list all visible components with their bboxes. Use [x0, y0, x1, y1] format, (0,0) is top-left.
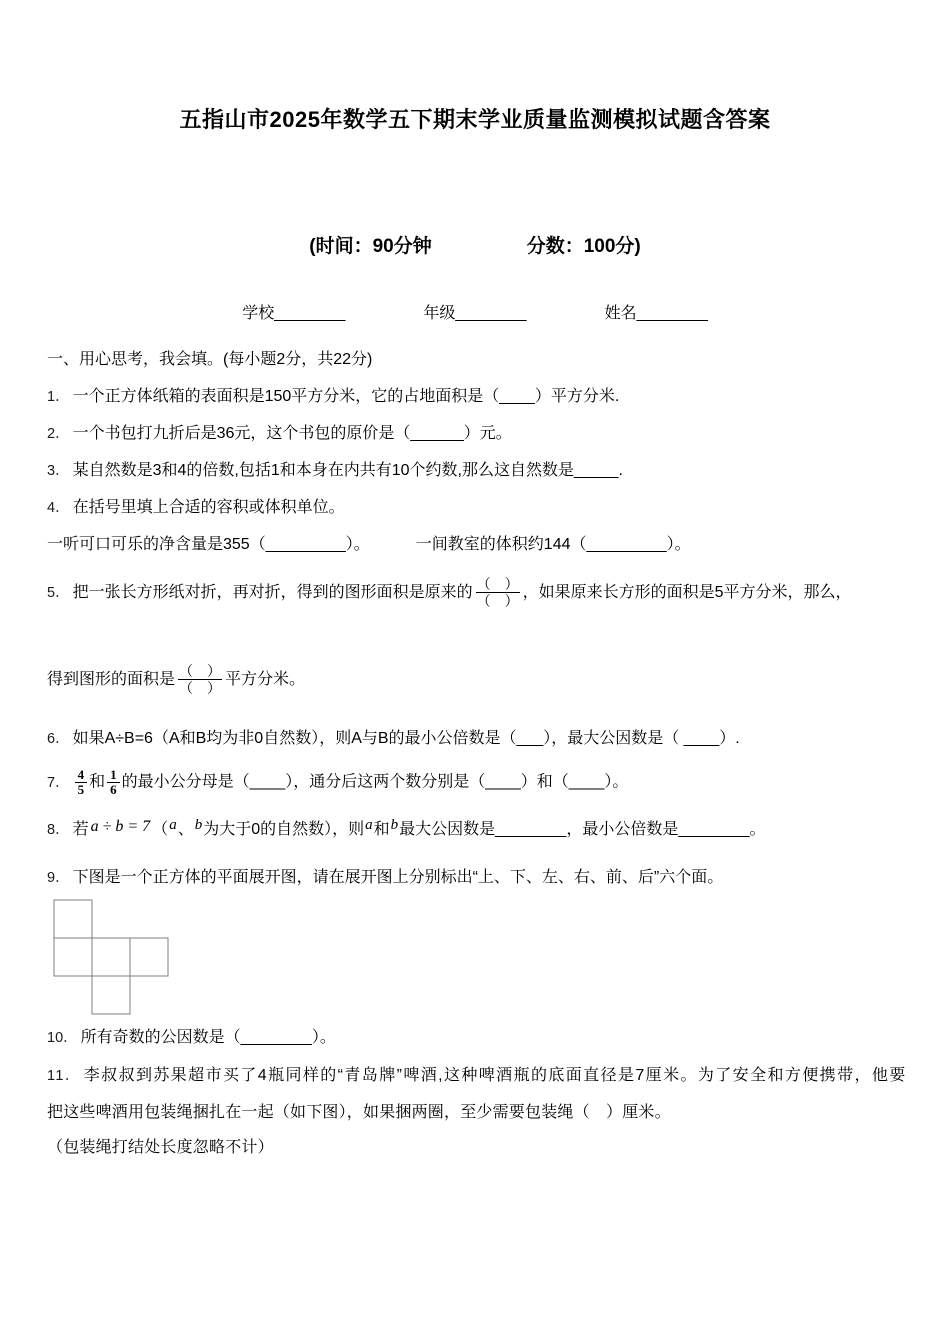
question-10-number: 10． — [47, 1029, 78, 1046]
question-5-line2 — [47, 663, 908, 696]
time-label: (时间：90分钟 — [309, 236, 432, 257]
fraction-denominator-blank: （ ） — [476, 593, 519, 610]
question-3-text: 某自然数是3和4的倍数,包括1和本身在内共有10个约数,那么这自然数是_____. — [72, 462, 623, 479]
fraction-four-fifths — [75, 768, 88, 796]
question-11-line2-text: 把这些啤酒用包装绳捆扎在一起（如下图），如果捆两圈，至少需要包装绳（ ）厘米。 — [47, 1103, 671, 1121]
fraction-denominator: 6 — [110, 782, 117, 798]
fraction-one-sixth — [107, 768, 120, 796]
question-8-text: 和 — [373, 820, 390, 838]
question-4-number: 4． — [47, 500, 70, 516]
question-4-text: 在括号里填上合适的容积或体积单位。 — [72, 499, 345, 516]
fraction-denominator: 5 — [77, 782, 85, 798]
question-4 — [47, 497, 908, 519]
question-10 — [47, 1027, 908, 1049]
question-2-text: 一个书包打九折后是36元，这个书包的原价是（______）元。 — [72, 425, 512, 442]
question-11-note-text: （包装绳打结处长度忽略不计） — [47, 1138, 274, 1156]
exam-content — [47, 349, 908, 1159]
question-7-text: 的最小公分母是（____），通分后这两个数分别是（____）和（____）。 — [121, 773, 629, 791]
question-11-line1: 李叔叔到苏果超市买了4瓶同样的“青岛牌”啤酒,这种啤酒瓶的底面直径是7厘米。为了安全和方便携带，他要 — [83, 1066, 907, 1084]
blank-fraction — [476, 576, 520, 609]
question-2-number: 2． — [47, 426, 70, 442]
question-6-number: 6． — [47, 731, 70, 748]
question-1-number: 1． — [47, 389, 70, 405]
exam-meta-row — [0, 231, 950, 258]
question-9 — [47, 867, 908, 889]
question-5-text-pre: 把一张长方形纸对折，再对折，得到的图形面积是原来的 — [72, 583, 473, 601]
question-7-and: 和 — [89, 773, 106, 791]
question-5-text-post: ，如果原来长方形的面积是5平方分米，那么， — [522, 583, 852, 601]
question-8-text: 最大公因数是________，最小公倍数是________。 — [399, 820, 766, 838]
question-5-line2-post: 平方分米。 — [225, 671, 306, 689]
fraction-numerator-blank: （ ） — [179, 663, 222, 680]
question-8-text: 为大于0的自然数），则 — [203, 820, 365, 838]
question-2 — [47, 423, 908, 445]
net-square — [92, 976, 130, 1014]
name-blank: 姓名________ — [604, 305, 708, 322]
question-1 — [47, 386, 908, 408]
net-square — [92, 938, 130, 976]
net-square — [54, 900, 92, 938]
question-7 — [47, 768, 908, 796]
fraction-denominator-blank: （ ） — [179, 680, 222, 697]
question-5 — [47, 576, 908, 609]
student-info-row — [0, 300, 950, 323]
fraction-numerator: 1 — [107, 768, 120, 783]
fraction-numerator: 4 — [75, 768, 88, 783]
page-title: 五指山市2025年数学五下期末学业质量监测模拟试题含答案 — [179, 107, 771, 132]
variable-a: a — [169, 816, 177, 833]
variable-a: a — [365, 816, 373, 833]
question-1-text: 一个正方体纸箱的表面积是150平方分米，它的占地面积是（____）平方分米. — [72, 388, 620, 405]
question-5-line2-pre: 得到图形的面积是 — [47, 671, 176, 689]
school-blank: 学校________ — [242, 305, 346, 322]
grade-blank: 年级________ — [423, 305, 527, 322]
question-4-units-line — [47, 534, 908, 556]
net-square — [54, 938, 92, 976]
equation-a-div-b: a ÷ b = 7 — [90, 817, 151, 835]
question-4-part1: 一听可口可乐的净含量是355（_________）。 — [47, 536, 370, 553]
net-square — [130, 938, 168, 976]
question-11-line2 — [47, 1102, 908, 1124]
question-9-number: 9． — [47, 869, 70, 886]
section-1-heading: 一、用心思考，我会填。(每小题2分，共22分) — [47, 351, 373, 368]
question-7-number: 7． — [47, 774, 70, 791]
question-8-number: 8． — [47, 821, 70, 838]
question-11 — [47, 1065, 908, 1087]
fraction-numerator-blank: （ ） — [476, 576, 519, 592]
question-8-text: 、 — [177, 820, 194, 838]
question-3 — [47, 460, 908, 482]
question-8-ruo: 若 — [72, 820, 89, 838]
question-8-text: （ — [152, 820, 169, 838]
question-11-number: 11． — [47, 1067, 81, 1084]
variable-b: b — [194, 816, 203, 833]
question-11-note — [47, 1137, 908, 1159]
question-4-part2: 一间教室的体积约144（_________）。 — [415, 536, 691, 553]
question-10-text: 所有奇数的公因数是（________）。 — [80, 1028, 336, 1046]
question-5-number: 5． — [47, 584, 70, 601]
question-6-text: 如果A÷B=6（A和B均为非0自然数），则A与B的最小公倍数是（___），最大公因数是（ ____）. — [72, 730, 740, 748]
question-8 — [47, 816, 908, 841]
question-9-text: 下图是一个正方体的平面展开图，请在展开图上分别标出“上、下、左、右、前、后”六个面。 — [72, 868, 724, 886]
variable-b: b — [390, 816, 399, 833]
question-6 — [47, 728, 908, 750]
blank-fraction — [178, 663, 222, 696]
question-3-number: 3． — [47, 463, 70, 479]
score-label: 分数：100分) — [526, 236, 641, 257]
cube-net-diagram — [53, 899, 183, 1017]
